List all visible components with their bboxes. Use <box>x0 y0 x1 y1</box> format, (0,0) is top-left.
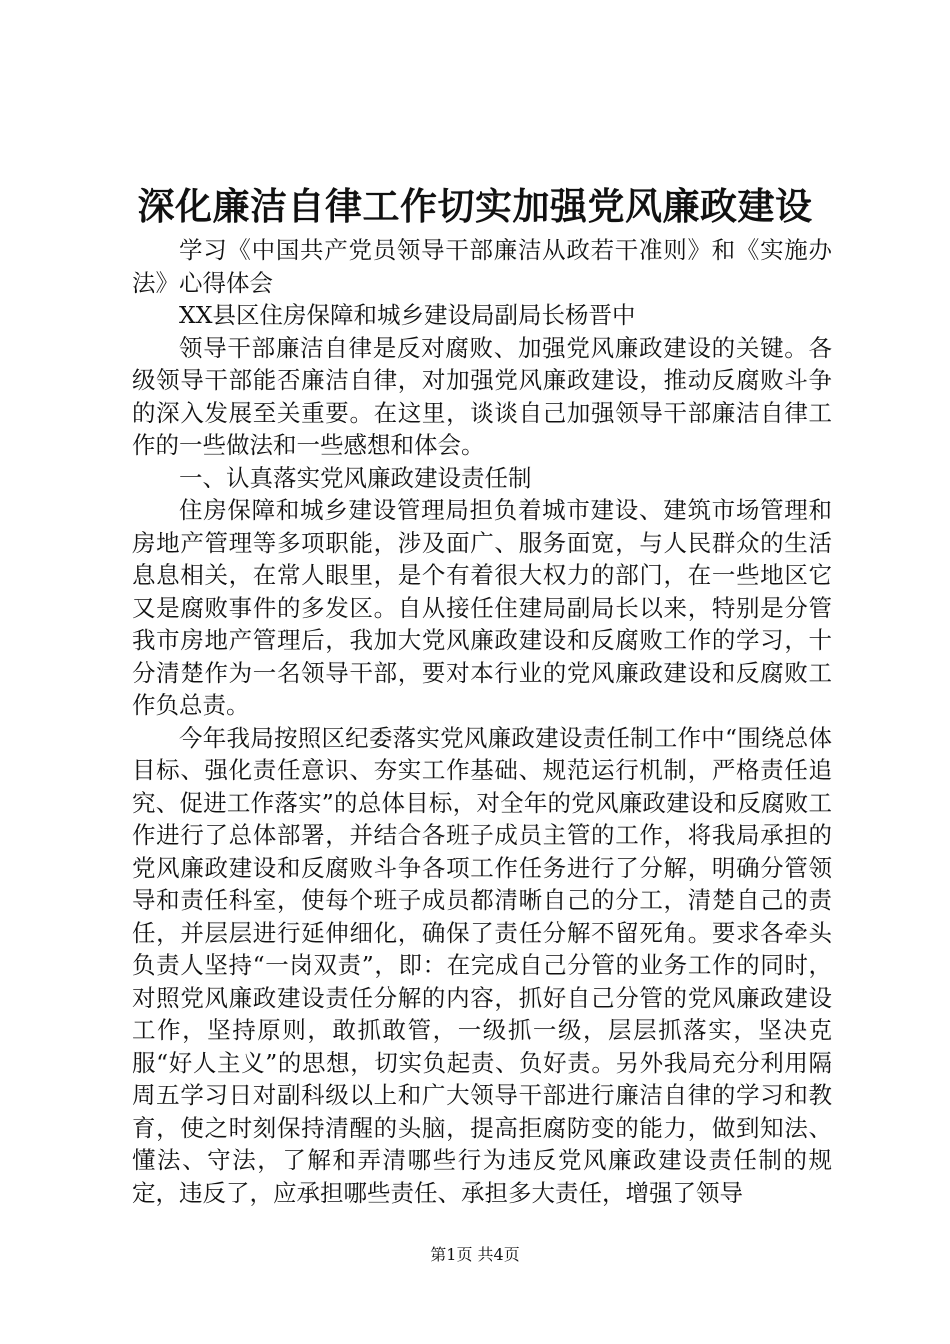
document-title: 深化廉洁自律工作切实加强党风廉政建设 <box>137 184 813 228</box>
body-paragraph: 住房保障和城乡建设管理局担负着城市建设、建筑市场管理和房地产管理等多项职能，涉及面广、服务面宽，与人民群众的生活息息相关，在常人眼里，是个有着很大权力的部门，在一些地区它又是腐败事件的多发区。自从接任住建局副局长以来，特别是分管我市房地产管理后，我加大党风廉政建设和反腐败工作的学习，十分清楚作为一名领导干部，要对本行业的党风廉政建设和反腐败工作负总责。 <box>132 496 832 719</box>
subtitle-paragraph: 学习《中国共产党员领导干部廉洁从政若干准则》和《实施办法》心得体会 <box>132 236 832 297</box>
section-heading: 一、认真落实党风廉政建设责任制 <box>179 463 532 492</box>
author-line: XX县区住房保障和城乡建设局副局长杨晋中 <box>179 301 636 329</box>
page-footer: 第1页 共4页 <box>430 1245 520 1264</box>
body-paragraph: 今年我局按照区纪委落实党风廉政建设责任制工作中“围绕总体目标、强化责任意识、夯实工作基础、规范运行机制，严格责任追究、促进工作落实”的总体目标，对全年的党风廉政建设和反腐败工作进行了总体部署，并结合各班子成员主管的工作，将我局承担的党风廉政建设和反腐败斗争各项工作任务进行了分解，明确分管领导和责任科室，使每个班子成员都清晰自己的分工，清楚自己的责任，并层层进行延伸细化，确保了责任分解不留死角。要求各牵头负责人坚持“一岗双责”，即：在完成自己分管的业务工作的同时，对照党风廉政建设责任分解的内容，抓好自己分管的党风廉政建设工作，坚持原则，敢抓敢管，一级抓一级，层层抓落实，坚决克服“好人主义”的思想，切实负起责、负好责。另外我局充分利用隔周五学习日对副科级以上和广大领导干部进行廉洁自律的学习和教育，使之时刻保持清醒的头脑，提高拒腐防变的能力，做到知法、懂法、守法，了解和弄清哪些行为违反党风廉政建设责任制的规定，违反了，应承担哪些责任、承担多大责任，增强了领导 <box>132 723 832 1207</box>
document-body <box>132 234 832 1209</box>
body-paragraph: 领导干部廉洁自律是反对腐败、加强党风廉政建设的关键。各级领导干部能否廉洁自律，对加强党风廉政建设，推动反腐败斗争的深入发展至关重要。在这里，谈谈自己加强领导干部廉洁自律工作的一些做法和一些感想和体会。 <box>132 333 832 459</box>
